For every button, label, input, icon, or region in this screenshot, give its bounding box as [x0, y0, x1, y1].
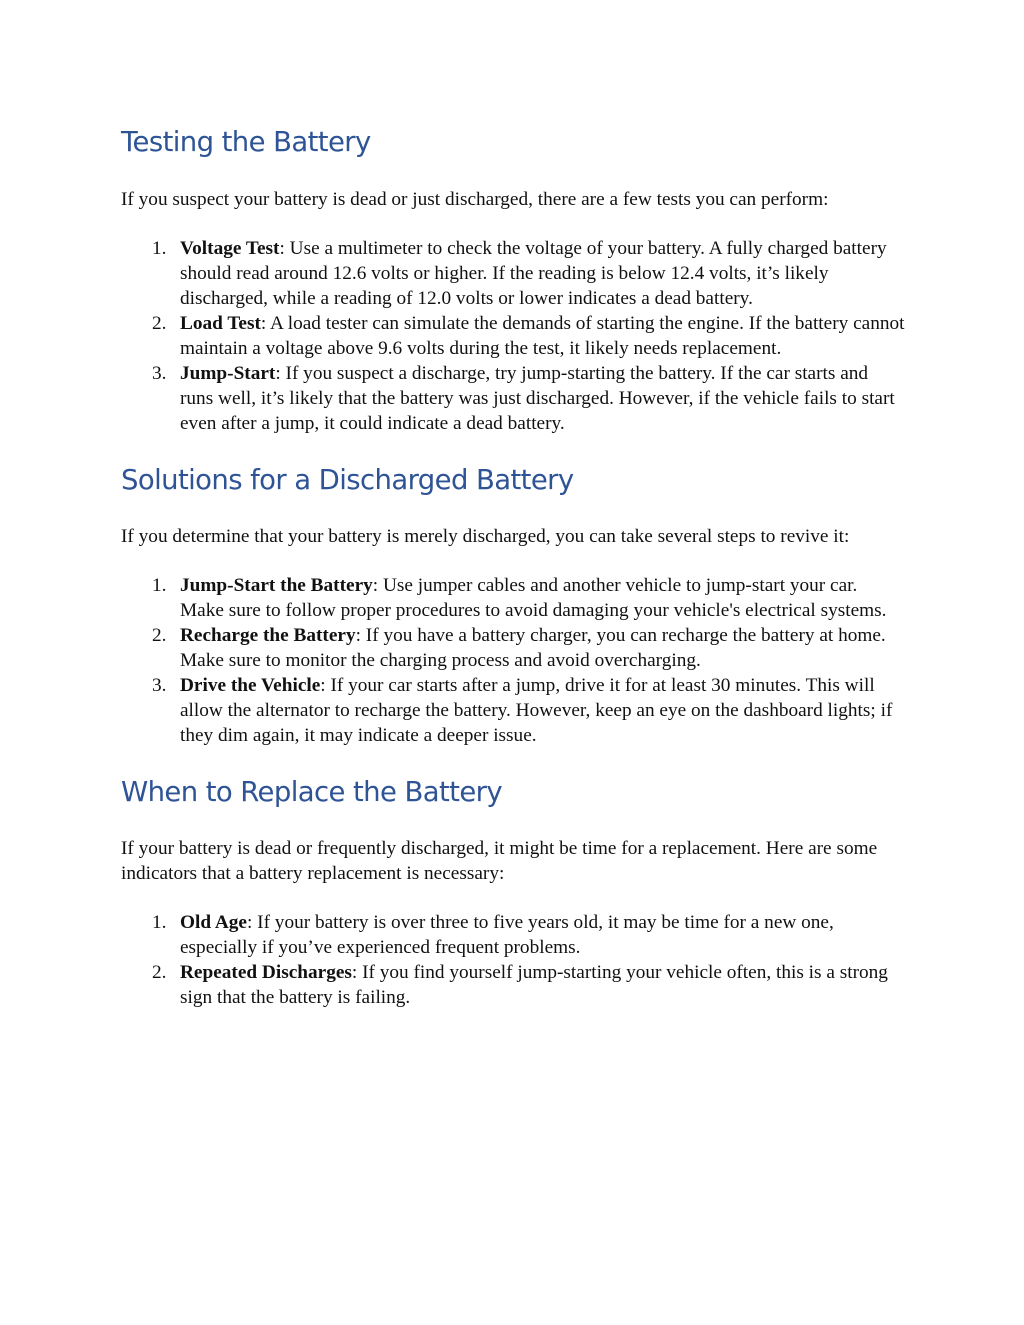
- list-item: [121, 910, 906, 960]
- numbered-list: [121, 573, 906, 748]
- list-item-text: : If your car starts after a jump, drive it for at least 30 minutes. This will allow the alternator to recharge the battery. However, keep an eye on the dashboard lights; if they dim again, it may indicate a deeper issue.: [180, 675, 893, 746]
- list-item: [121, 673, 906, 748]
- list-item: [121, 236, 906, 311]
- list-item-term: Old Age: [180, 912, 247, 933]
- list-number: 1.: [152, 912, 167, 933]
- section-intro: If your battery is dead or frequently discharged, it might be time for a replacement. Here are some indicators that a battery replacement is necessary:: [121, 838, 878, 884]
- list-item-text: : A load tester can simulate the demands of starting the engine. If the battery cannot maintain a voltage above 9.6 volts during the test, it likely needs replacement.: [180, 313, 905, 359]
- section-intro: If you determine that your battery is merely discharged, you can take several steps to revive it:: [121, 526, 850, 547]
- list-item: [121, 960, 906, 1010]
- section-intro: If you suspect your battery is dead or just discharged, there are a few tests you can perform:: [121, 189, 829, 210]
- list-item-text: : Use a multimeter to check the voltage of your battery. A fully charged battery should read around 12.6 volts or higher. If the reading is below 12.4 volts, it’s likely discharged, while a reading of 12.0 volts or lower indicates a dead battery.: [180, 238, 887, 309]
- list-item-text: : If you have a battery charger, you can recharge the battery at home. Make sure to monitor the charging process and avoid overcharging.: [180, 625, 886, 671]
- list-number: 1.: [152, 238, 167, 259]
- list-item-term: Jump-Start the Battery: [180, 575, 373, 596]
- list-item-term: Recharge the Battery: [180, 625, 356, 646]
- list-number: 3.: [152, 675, 167, 696]
- list-item-text: : Use jumper cables and another vehicle to jump-start your car. Make sure to follow proper procedures to avoid damaging your vehicle's electrical systems.: [180, 575, 887, 621]
- list-item-term: Voltage Test: [180, 238, 280, 259]
- list-item-text: : If you find yourself jump-starting your vehicle often, this is a strong sign that the battery is failing.: [180, 962, 888, 1008]
- list-number: 1.: [152, 575, 167, 596]
- section-heading-testing-the-battery: Testing the Battery: [121, 126, 371, 158]
- list-item-term: Load Test: [180, 313, 261, 334]
- list-number: 2.: [152, 625, 167, 646]
- list-item-term: Drive the Vehicle: [180, 675, 321, 696]
- list-item-term: Repeated Discharges: [180, 962, 352, 983]
- list-item-text: : If you suspect a discharge, try jump-starting the battery. If the car starts and runs well, it’s likely that the battery was just discharged. However, if the vehicle fails to start even after a jump, it could indicate a dead battery.: [180, 363, 895, 434]
- list-item: [121, 623, 906, 673]
- list-number: 2.: [152, 313, 167, 334]
- section-heading-solutions-for-a-discharged-battery: Solutions for a Discharged Battery: [121, 464, 574, 496]
- list-number: 3.: [152, 363, 167, 384]
- list-item-term: Jump-Start: [180, 363, 276, 384]
- document-content: [121, 122, 906, 1010]
- list-number: 2.: [152, 962, 167, 983]
- list-item-text: : If your battery is over three to five years old, it may be time for a new one, especially if you’ve experienced frequent problems.: [180, 912, 834, 958]
- numbered-list: [121, 236, 906, 436]
- list-item: [121, 311, 906, 361]
- list-item: [121, 361, 906, 436]
- list-item: [121, 573, 906, 623]
- section-heading-when-to-replace-the-battery: When to Replace the Battery: [121, 776, 503, 808]
- numbered-list: [121, 910, 906, 1010]
